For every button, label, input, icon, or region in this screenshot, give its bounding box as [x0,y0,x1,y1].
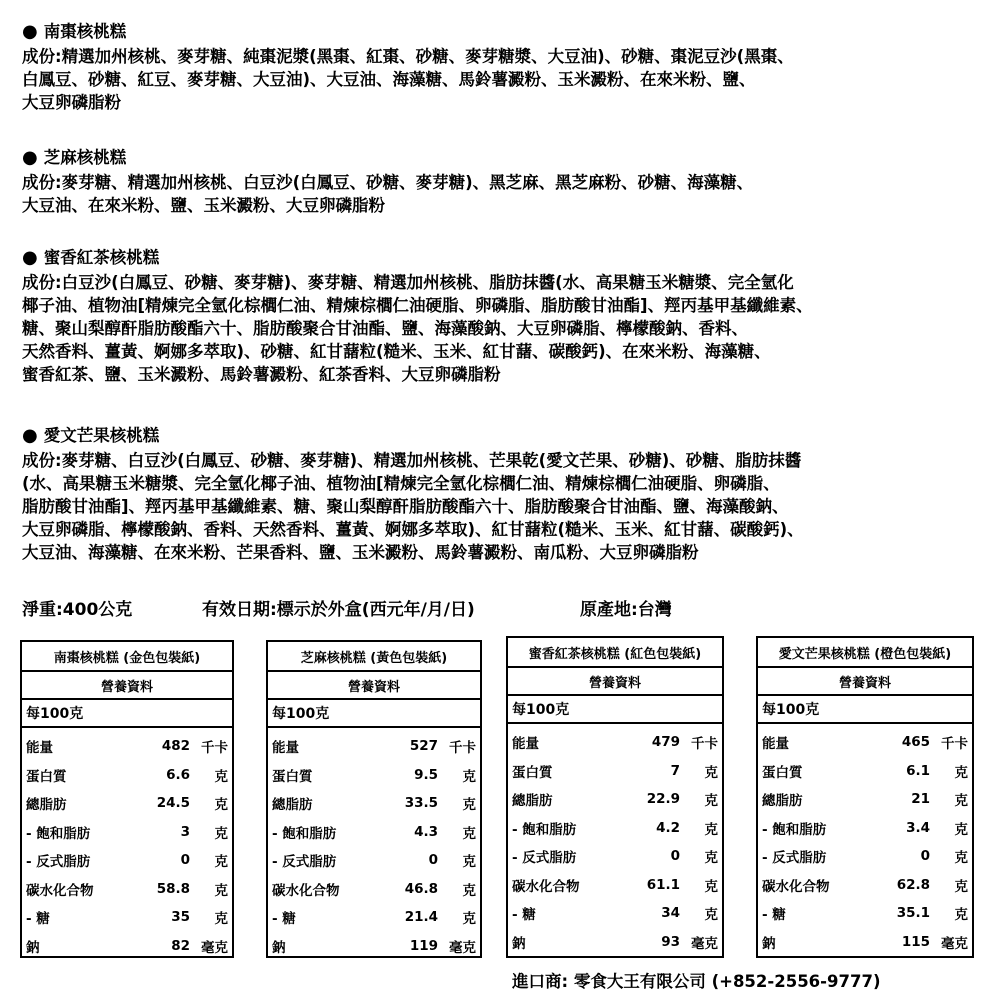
nutrition-row [508,785,722,814]
nutrition-row [758,814,972,843]
row-unit: 毫克 [941,935,968,952]
row-value: 6.1 [906,762,930,779]
row-value: 527 [409,738,438,755]
nutrition-row [22,818,232,847]
row-label: - 反式脂肪 [26,854,91,871]
row-unit: 克 [704,764,718,781]
nutrition-row [22,789,232,818]
ingredients-line: 成份:麥芽糖、白豆沙(白鳳豆、砂糖、麥芽糖)、精選加州核桃、芒果乾(愛文芒果、砂糖)、砂糖、脂肪抹醬 [22,451,802,470]
nutrition-row [22,932,232,961]
nutrition-row [268,761,480,790]
panel-header: 營養資料 [22,672,232,700]
nutrition-row [508,842,722,871]
panel-title: 南棗核桃糕 (金色包裝紙) [22,642,232,672]
nutrition-panel-blacktea [506,636,724,958]
row-label: 能量 [762,736,789,753]
ingredients-line: 大豆卵磷脂、檸檬酸鈉、香料、天然香料、薑黃、婀娜多萃取)、紅甘藷粒(糙米、玉米、紅甘藷、碳酸鈣)、 [22,520,804,539]
row-value: 9.5 [414,766,438,783]
row-value: 35.1 [896,905,930,922]
nutrition-row [508,899,722,928]
net-weight: 淨重:400公克 [22,600,133,620]
row-unit: 千卡 [691,736,718,753]
row-unit: 毫克 [691,935,718,952]
nutrition-row [758,785,972,814]
bullet-icon: ● [22,147,38,168]
row-unit: 千卡 [941,736,968,753]
bullet-icon: ● [22,21,38,42]
row-label: 碳水化合物 [26,882,94,899]
row-value: 119 [409,937,438,954]
row-value: 58.8 [156,880,190,897]
row-unit: 克 [462,797,476,814]
row-label: 蛋白質 [762,764,803,781]
row-value: 7 [670,762,680,779]
row-value: 479 [651,734,680,751]
nutrition-row [758,728,972,757]
nutrition-row [508,871,722,900]
row-value: 24.5 [156,795,190,812]
ingredients-line: 成份:白豆沙(白鳳豆、砂糖、麥芽糖)、麥芽糖、精選加州核桃、脂肪抹醬(水、高果糖玉米糖漿、完全氫化 [22,273,794,292]
nutrition-row [758,842,972,871]
nutrition-row [22,761,232,790]
row-label: 能量 [512,736,539,753]
row-label: 蛋白質 [272,768,313,785]
row-unit: 克 [704,907,718,924]
row-value: 22.9 [646,791,680,808]
row-label: - 飽和脂肪 [26,825,91,842]
row-value: 0 [428,852,438,869]
row-unit: 克 [214,768,228,785]
nutrition-row [508,814,722,843]
row-value: 21 [911,791,930,808]
importer-info: 進口商: 零食大王有限公司 (+852-2556-9777) [512,972,881,991]
bullet-icon: ● [22,247,38,268]
panel-header: 營養資料 [508,668,722,696]
product-block-mango [22,424,992,564]
panel-title: 芝麻核桃糕 (黃色包裝紙) [268,642,480,672]
ingredients-line: 椰子油、植物油[精煉完全氫化棕櫚仁油、精煉棕櫚仁油硬脂、卵磷脂、脂肪酸甘油酯]、羥丙基甲基纖維素、 [22,296,813,315]
row-label: 總脂肪 [26,797,67,814]
product-title [22,424,992,447]
ingredients-line: 大豆卵磷脂粉 [22,93,121,112]
row-unit: 克 [214,854,228,871]
row-label: 蛋白質 [26,768,67,785]
product-name: 蜜香紅茶核桃糕 [43,248,160,267]
row-unit: 克 [954,850,968,867]
row-unit: 克 [954,793,968,810]
row-value: 61.1 [646,876,680,893]
ingredients-line: 天然香料、薑黃、婀娜多萃取)、砂糖、紅甘藷粒(糙米、玉米、紅甘藷、碳酸鈣)、在來米粉、海藻糖、 [22,342,771,361]
per-serving: 每100克 [22,700,232,728]
nutrition-panel-mango [756,636,974,958]
row-label: 能量 [26,740,53,757]
row-value: 62.8 [896,876,930,893]
ingredients-line: 蜜香紅茶、鹽、玉米澱粉、馬鈴薯澱粉、紅茶香料、大豆卵磷脂粉 [22,365,501,384]
row-value: 3 [180,823,190,840]
row-value: 82 [171,937,190,954]
row-label: - 糖 [512,907,536,924]
expiry-date: 有效日期:標示於外盒(西元年/月/日) [202,600,475,620]
row-unit: 毫克 [449,939,476,956]
ingredients-line: 白鳳豆、砂糖、紅豆、麥芽糖、大豆油)、大豆油、海藻糖、馬鈴薯澱粉、玉米澱粉、在來米粉、鹽、 [22,70,756,89]
row-value: 4.2 [656,819,680,836]
row-label: - 糖 [762,907,786,924]
nutrition-row [508,928,722,957]
row-label: - 反式脂肪 [272,854,337,871]
nutrition-row [22,846,232,875]
nutrition-row [268,732,480,761]
ingredients-line: (水、高果糖玉米糖漿、完全氫化椰子油、植物油[精煉完全氫化棕櫚仁油、精煉棕櫚仁油硬脂、卵磷脂、 [22,474,780,493]
product-block-sesame [22,146,992,217]
row-unit: 毫克 [201,939,228,956]
row-unit: 克 [462,882,476,899]
row-unit: 克 [462,768,476,785]
nutrition-row [508,757,722,786]
row-label: 鈉 [762,935,776,952]
ingredients-line: 脂肪酸甘油酯]、羥丙基甲基纖維素、糖、聚山梨醇酐脂肪酸酯六十、脂肪酸聚合甘油酯、鹽、海藻酸鈉、 [22,497,789,516]
nutrition-row [268,932,480,961]
nutrition-row [268,875,480,904]
row-label: 總脂肪 [762,793,803,810]
row-value: 33.5 [404,795,438,812]
row-unit: 克 [954,821,968,838]
row-label: 鈉 [26,939,40,956]
nutrition-row [508,728,722,757]
row-value: 4.3 [414,823,438,840]
ingredients-line: 成份:麥芽糖、精選加州核桃、白豆沙(白鳳豆、砂糖、麥芽糖)、黑芝麻、黑芝麻粉、砂糖、海藻糖、 [22,173,754,192]
product-title [22,246,992,269]
row-label: - 糖 [272,911,296,928]
product-block-blacktea [22,246,992,386]
row-unit: 千卡 [201,740,228,757]
panel-header: 營養資料 [268,672,480,700]
nutrition-row [268,903,480,932]
product-title [22,146,992,169]
product-title [22,20,992,43]
ingredients-line: 成份:精選加州核桃、麥芽糖、純棗泥漿(黑棗、紅棗、砂糖、麥芽糖漿、大豆油)、砂糖、棗泥豆沙(黑棗、 [22,47,794,66]
row-label: 鈉 [512,935,526,952]
per-serving: 每100克 [758,696,972,724]
nutrition-row [22,903,232,932]
nutrition-panel-nanzao [20,640,234,958]
product-name: 愛文芒果核桃糕 [43,426,160,445]
nutrition-row [758,899,972,928]
row-value: 482 [161,738,190,755]
nutrition-row [758,871,972,900]
product-name: 南棗核桃糕 [43,22,127,41]
nutrition-row [268,789,480,818]
row-value: 465 [901,734,930,751]
nutrition-row [22,875,232,904]
nutrition-row [22,732,232,761]
row-unit: 克 [954,878,968,895]
row-value: 35 [171,909,190,926]
row-unit: 克 [214,882,228,899]
ingredients-line: 大豆油、海藻糖、在來米粉、芒果香料、鹽、玉米澱粉、馬鈴薯澱粉、南瓜粉、大豆卵磷脂粉 [22,543,699,562]
panel-title: 愛文芒果核桃糕 (橙色包裝紙) [758,638,972,668]
nutrition-row [268,818,480,847]
row-unit: 克 [954,907,968,924]
ingredients-line: 大豆油、在來米粉、鹽、玉米澱粉、大豆卵磷脂粉 [22,196,385,215]
row-unit: 克 [704,821,718,838]
nutrition-row [758,757,972,786]
row-value: 6.6 [166,766,190,783]
row-unit: 克 [462,854,476,871]
row-label: - 飽和脂肪 [762,821,827,838]
row-label: - 飽和脂肪 [512,821,577,838]
row-label: 碳水化合物 [512,878,580,895]
product-name: 芝麻核桃糕 [43,148,127,167]
row-unit: 千卡 [449,740,476,757]
row-label: - 反式脂肪 [512,850,577,867]
row-unit: 克 [462,911,476,928]
row-value: 21.4 [404,909,438,926]
row-label: 蛋白質 [512,764,553,781]
row-label: 碳水化合物 [762,878,830,895]
row-unit: 克 [954,764,968,781]
row-label: - 飽和脂肪 [272,825,337,842]
row-value: 46.8 [404,880,438,897]
origin: 原產地:台灣 [580,600,672,620]
nutrition-panel-sesame [266,640,482,958]
row-unit: 克 [214,911,228,928]
row-label: - 糖 [26,911,50,928]
panel-title: 蜜香紅茶核桃糕 (紅色包裝紙) [508,638,722,668]
row-unit: 克 [462,825,476,842]
row-value: 0 [180,852,190,869]
per-serving: 每100克 [508,696,722,724]
row-value: 93 [661,933,680,950]
row-label: 碳水化合物 [272,882,340,899]
panel-header: 營養資料 [758,668,972,696]
product-block-nanzao [22,20,992,114]
row-label: 能量 [272,740,299,757]
row-value: 0 [670,848,680,865]
row-unit: 克 [214,825,228,842]
nutrition-row [268,846,480,875]
row-unit: 克 [704,850,718,867]
ingredients-line: 糖、聚山梨醇酐脂肪酸酯六十、脂肪酸聚合甘油酯、鹽、海藻酸鈉、大豆卵磷脂、檸檬酸鈉、香料、 [22,319,748,338]
row-label: 鈉 [272,939,286,956]
row-label: - 反式脂肪 [762,850,827,867]
row-unit: 克 [704,878,718,895]
row-label: 總脂肪 [512,793,553,810]
bullet-icon: ● [22,425,38,446]
row-unit: 克 [704,793,718,810]
nutrition-row [758,928,972,957]
row-label: 總脂肪 [272,797,313,814]
row-value: 0 [920,848,930,865]
row-value: 115 [901,933,930,950]
row-value: 34 [661,905,680,922]
row-unit: 克 [214,797,228,814]
row-value: 3.4 [906,819,930,836]
per-serving: 每100克 [268,700,480,728]
